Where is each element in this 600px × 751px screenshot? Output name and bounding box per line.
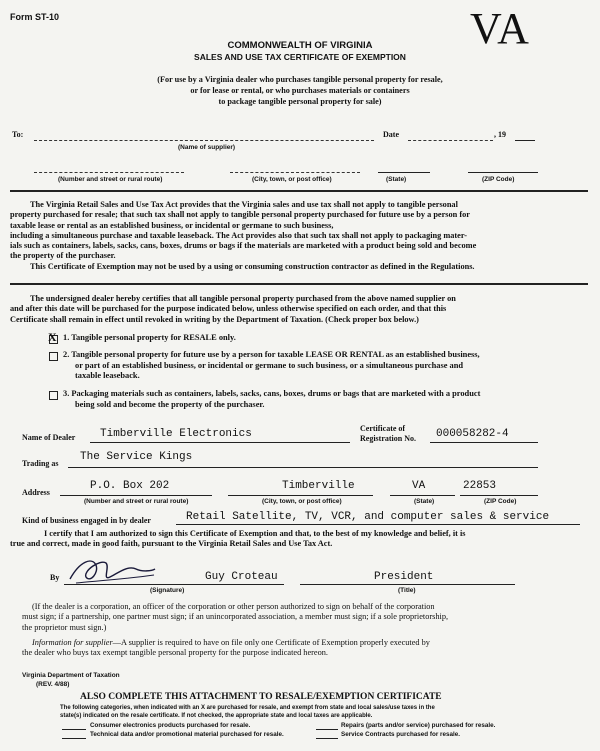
attachment-heading: ALSO COMPLETE THIS ATTACHMENT TO RESALE/EXEMPTION CERTIFICATE bbox=[80, 692, 442, 702]
option-3-text bbox=[63, 389, 480, 410]
attachment-check-consumer[interactable] bbox=[62, 729, 86, 730]
option-line: or part of an established business, or incidental or germane to such business, or a simultaneous purchase and bbox=[75, 360, 464, 370]
revision: (REV. 4/88) bbox=[36, 681, 70, 688]
registration-label-line: Registration No. bbox=[360, 434, 416, 443]
title-line[interactable] bbox=[300, 584, 515, 585]
dealer-state-caption: (State) bbox=[414, 498, 435, 505]
certification-statement bbox=[10, 529, 582, 550]
date-label: Date bbox=[383, 130, 399, 139]
option-line: 3. Packaging materials such as containers, labels, sacks, cans, boxes, drums or bags that are marketed with a product bbox=[63, 389, 481, 398]
address-label: Address bbox=[22, 488, 50, 497]
trading-as-label: Trading as bbox=[22, 459, 59, 468]
attachment-item: Technical data and/or promotional material purchased for resale. bbox=[90, 731, 284, 738]
rule bbox=[10, 283, 588, 285]
date-field[interactable] bbox=[408, 140, 493, 141]
statute-line: property purchased for resale; that such tax shall not apply to tangible personal property purchased for future use by a person for bbox=[10, 210, 470, 220]
statute-line: including a simultaneous purchase and taxable leaseback. The Act provides also that such tax shall not apply to packaging mater- bbox=[10, 230, 468, 240]
statute-paragraph bbox=[10, 200, 590, 272]
dealer-zip-line bbox=[460, 495, 538, 496]
supplier-information bbox=[22, 638, 592, 659]
option-1-text bbox=[63, 333, 236, 344]
option-line: 1. Tangible personal property for RESALE only. bbox=[63, 333, 236, 342]
year-field[interactable] bbox=[515, 140, 535, 141]
certify-line: Certificate shall remain in effect until revoked in writing by the Department of Taxation. (Check proper box below.) bbox=[10, 314, 419, 324]
attachment-intro bbox=[60, 705, 435, 720]
supplier-info-line: the dealer who buys tax exempt tangible personal property for the purpose indicated hereon. bbox=[22, 648, 328, 658]
option-line: 2. Tangible personal property for future use by a person for taxable LEASE OR RENTAL as an established business, bbox=[63, 350, 480, 359]
option-1-mark: X bbox=[48, 330, 57, 344]
option-line: taxable leaseback. bbox=[75, 371, 140, 380]
dealer-zip-value[interactable]: 22853 bbox=[463, 480, 497, 492]
corporation-note bbox=[22, 602, 592, 633]
state-abbreviation: VA bbox=[470, 4, 530, 53]
corp-line: (If the dealer is a corporation, an officer of the corporation or other person authorized to sign on behalf of the corporation bbox=[32, 602, 435, 611]
supplier-name-caption: (Name of supplier) bbox=[178, 144, 236, 151]
attachment-intro-line: state(s) indicated on the resale certificate. If not checked, the appropriate state and local taxes are applicable. bbox=[60, 712, 373, 719]
dealer-state-value[interactable]: VA bbox=[412, 480, 426, 492]
option-2-text bbox=[63, 350, 480, 382]
corp-line: the proprietor must sign.) bbox=[22, 622, 107, 632]
by-label: By bbox=[50, 573, 60, 582]
form-number: Form ST-10 bbox=[10, 12, 60, 22]
registration-number[interactable]: 000058282-4 bbox=[436, 428, 509, 440]
signature-caption: (Signature) bbox=[150, 587, 185, 594]
certification-line: I certify that I am authorized to sign this Certificate of Exemption and that, to the best of my knowledge and belief, it is bbox=[44, 529, 466, 538]
registration-line bbox=[430, 442, 538, 443]
business-kind-value[interactable]: Retail Satellite, TV, VCR, and computer sales & service bbox=[186, 511, 550, 523]
department-name: Virginia Department of Taxation bbox=[22, 672, 120, 679]
dealer-city-value[interactable]: Timberville bbox=[282, 480, 355, 492]
option-line: being sold and become the property of the purchaser. bbox=[75, 399, 265, 409]
year-prefix: , 19 bbox=[494, 130, 506, 139]
supplier-state-field[interactable] bbox=[378, 172, 430, 173]
statute-line: the property of the purchaser. bbox=[10, 251, 116, 261]
form-title: COMMONWEALTH OF VIRGINIA bbox=[227, 40, 373, 51]
certify-line: and after this date will be purchased for the purpose indicated below, unless otherwise specified on each order, and that this bbox=[10, 304, 447, 314]
dealer-city-line bbox=[228, 495, 373, 496]
purpose-line: to package tangible personal property for sale) bbox=[218, 97, 382, 106]
certify-paragraph bbox=[10, 294, 590, 325]
supplier-street-field[interactable] bbox=[34, 172, 184, 173]
attachment-check-repairs[interactable] bbox=[316, 729, 338, 730]
street-caption: (Number and street or rural route) bbox=[58, 176, 163, 183]
form-purpose bbox=[0, 74, 600, 107]
business-kind-line bbox=[176, 524, 580, 525]
dealer-street-line bbox=[60, 495, 212, 496]
dealer-name-value[interactable]: Timberville Electronics bbox=[100, 428, 252, 440]
registration-label-line: Certificate of bbox=[360, 424, 406, 433]
attachment-check-service[interactable] bbox=[316, 738, 338, 739]
supplier-zip-field[interactable] bbox=[468, 172, 538, 173]
dealer-street-value[interactable]: P.O. Box 202 bbox=[90, 480, 170, 492]
registration-label bbox=[360, 424, 416, 444]
city-caption: (City, town, or post office) bbox=[252, 176, 332, 183]
handwritten-signature bbox=[66, 553, 156, 587]
form-subtitle: SALES AND USE TAX CERTIFICATE OF EXEMPTION bbox=[194, 52, 406, 62]
zip-caption: (ZIP Code) bbox=[482, 176, 515, 183]
to-label: To: bbox=[12, 130, 24, 139]
state-caption: (State) bbox=[386, 176, 407, 183]
certify-line: The undersigned dealer hereby certifies that all tangible personal property purchased from the above named supplier on bbox=[30, 294, 456, 303]
dealer-city-caption: (City, town, or post office) bbox=[262, 498, 342, 505]
supplier-info-line: —A supplier is required to have on file only one Certificate of Exemption properly executed by bbox=[112, 638, 430, 647]
corp-line: must sign; if a partnership, one partner must sign; if an unincorporated association, a member must sign; if a sole proprietorship, bbox=[22, 612, 449, 622]
signer-title: President bbox=[374, 571, 434, 583]
signer-name: Guy Croteau bbox=[205, 571, 278, 583]
option-2-checkbox[interactable] bbox=[49, 352, 58, 361]
attachment-intro-line: The following categories, when indicated with an X are purchased for resale, and exempt from state and local sales/use taxes in the bbox=[60, 705, 435, 711]
statute-note: This Certificate of Exemption may not be used by a using or consuming construction contractor as defined in the Regulations. bbox=[30, 261, 475, 271]
dealer-name-line bbox=[90, 442, 350, 443]
statute-line: ials such as containers, labels, sacks, cans, boxes, drums or bags if the materials are marketed with a product being sold and become bbox=[10, 241, 477, 251]
supplier-info-lead: Information for supplier bbox=[32, 638, 113, 647]
attachment-check-technical[interactable] bbox=[62, 738, 86, 739]
purpose-line: or for lease or rental, or who purchases materials or containers bbox=[190, 86, 410, 95]
supplier-city-field[interactable] bbox=[230, 172, 360, 173]
statute-line: taxable lease or rental as an established business, or incidental or germane to such business, bbox=[10, 220, 334, 230]
signature-line[interactable] bbox=[64, 584, 284, 585]
attachment-item: Repairs (parts and/or service) purchased for resale. bbox=[341, 722, 496, 729]
attachment-item: Service Contracts purchased for resale. bbox=[341, 731, 460, 738]
attachment-item: Consumer electronics products purchased for resale. bbox=[90, 722, 251, 729]
option-3-checkbox[interactable] bbox=[49, 391, 58, 400]
purpose-line: (For use by a Virginia dealer who purchases tangible personal property for resale, bbox=[157, 75, 443, 84]
trading-as-value[interactable]: The Service Kings bbox=[80, 451, 193, 463]
dealer-state-line bbox=[390, 495, 455, 496]
supplier-name-field[interactable] bbox=[34, 140, 374, 141]
dealer-street-caption: (Number and street or rural route) bbox=[84, 498, 189, 505]
certification-line: true and correct, made in good faith, pursuant to the Virginia Retail Sales and Use Tax Act. bbox=[10, 539, 333, 549]
dealer-zip-caption: (ZIP Code) bbox=[484, 498, 517, 505]
rule bbox=[10, 190, 588, 192]
statute-line: The Virginia Retail Sales and Use Tax Act provides that the Virginia sales and use tax shall not apply to tangible personal bbox=[30, 200, 458, 209]
dealer-name-label: Name of Dealer bbox=[22, 433, 76, 442]
title-caption: (Title) bbox=[398, 587, 416, 594]
business-kind-label: Kind of business engaged in by dealer bbox=[22, 516, 151, 525]
trading-as-line bbox=[68, 467, 538, 468]
